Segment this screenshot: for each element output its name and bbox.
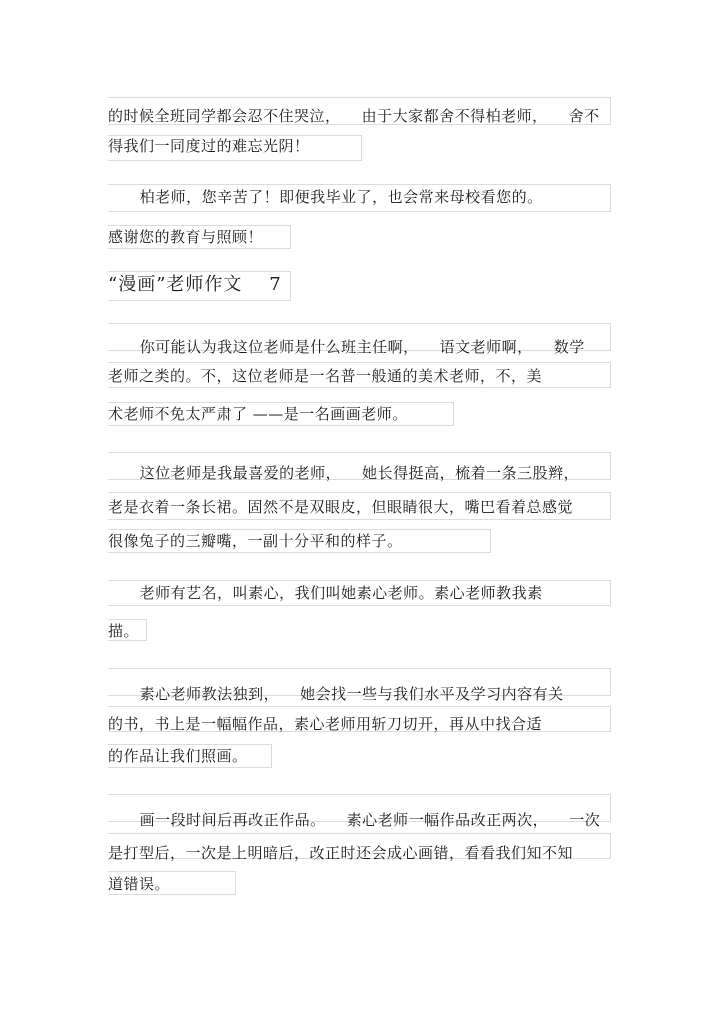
paragraph-line: 道错误。 bbox=[108, 875, 171, 893]
paragraph-line: 描。 bbox=[108, 622, 140, 640]
paragraph-line: 的作品让我们照画。 bbox=[108, 747, 248, 765]
paragraph-line: 这位老师是我最喜爱的老师， 她长得挺高，梳着一条三股辫， bbox=[108, 464, 580, 482]
paragraph-line: 很像兔子的三瓣嘴，一副十分平和的样子。 bbox=[108, 532, 403, 550]
paragraph-line: 老师之类的。不，这位老师是一名普一般通的美术老师，不，美 bbox=[108, 367, 543, 385]
paragraph-line: 感谢您的教育与照顾！ bbox=[108, 228, 264, 246]
paragraph-line: 你可能认为我这位老师是什么班主任啊， 语文老师啊， 数学 bbox=[108, 338, 585, 356]
paragraph-line: 老师有艺名，叫素心，我们叫她素心老师。素心老师教我素 bbox=[108, 584, 543, 602]
section-heading: “漫画”老师作文 7 bbox=[108, 274, 282, 295]
paragraph-line: 老是衣着一条长裙。固然不是双眼皮，但眼睛很大，嘴巴看着总感觉 bbox=[108, 498, 574, 516]
paragraph-line: 的书，书上是一幅幅作品，素心老师用斩刀切开，再从中找合适 bbox=[108, 715, 543, 733]
paragraph-line: 的时候全班同学都会忍不住哭泣， 由于大家都舍不得柏老师， 舍不 bbox=[108, 107, 600, 125]
paragraph-line: 柏老师，您辛苦了！即便我毕业了，也会常来母校看您的。 bbox=[108, 188, 543, 206]
paragraph-line: 素心老师教法独到， 她会找一些与我们水平及学习内容有关 bbox=[108, 685, 564, 703]
paragraph-line: 术老师不免太严肃了 ——是一名画画老师。 bbox=[108, 405, 408, 423]
paragraph-line: 得我们一同度过的难忘光阴！ bbox=[108, 137, 310, 155]
paragraph-line: 画一段时间后再改正作品。 素心老师一幅作品改正两次， 一次 bbox=[108, 811, 601, 829]
paragraph-line: 是打型后，一次是上明暗后，改正时还会成心画错，看看我们知不知 bbox=[108, 844, 574, 862]
